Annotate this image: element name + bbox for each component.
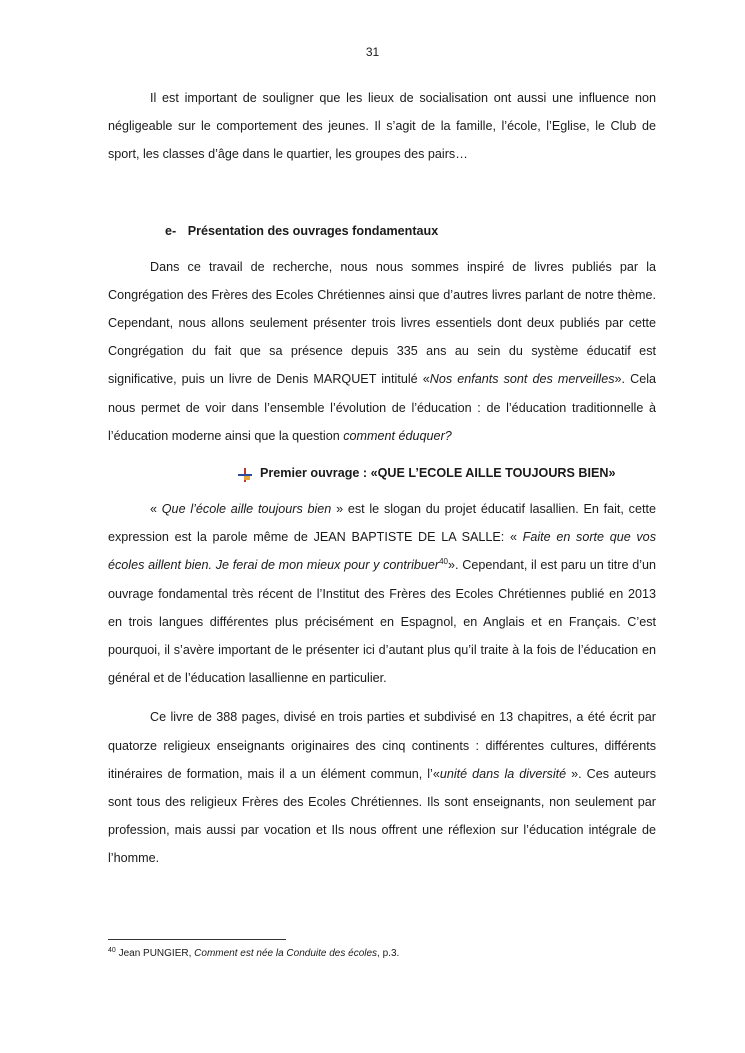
page-body	[108, 84, 656, 873]
first-work-heading	[108, 461, 656, 485]
text-span: Ce livre de 388 pages, divisé en trois parties et subdivisé en 13 chapitres, a été écrit par quatorze religieux enseignants originaires des cinq continents : différentes cultures, différents itinéraires de formation, mais il a un élément commun, l’«	[108, 710, 656, 781]
paragraph-first-work	[108, 495, 656, 692]
text-span: ». Cela nous permet de voir dans l’ensemble l’évolution de l’éducation : de l’éducation traditionnelle à l’éducation moderne ainsi que la question	[108, 372, 657, 443]
unity-italic: unité dans la diversité	[439, 766, 567, 781]
page-number: 31	[365, 45, 380, 59]
slogan-italic: Que l’école aille toujours bien	[161, 502, 332, 517]
text-span: ». Cependant, il est paru un titre d’un ouvrage fondamental très récent de l’Institut des Frères des Ecoles Chrétiennes publié en 2013 en trois langues différentes plus précisément en Espagnol, en Anglais et en Français. C’est pourquoi, il s’avère important de le présenter ici d’autant plus qu’il traite à la fois de l’éducation en général et de l’éducation lasallienne en particulier.	[108, 558, 657, 686]
quote-italic: Faite en sorte que vos écoles aillent bien. Je ferai de mon mieux pour y contribuer	[108, 530, 656, 573]
question-italic: comment éduquer?	[343, 428, 452, 443]
book-title-italic: Nos enfants sont des merveilles	[429, 372, 615, 387]
footnote-reference[interactable]: 40	[439, 557, 449, 567]
text-span: «	[150, 502, 162, 517]
paragraph-socialisation: Il est important de souligner que les lieux de socialisation ont aussi une influence non négligeable sur le comportement des jeunes. Il s’agit de la famille, l’école, l’Eglise, le Club de sport, les classes d’âge dans le quartier, les groupes des pairs…	[108, 91, 656, 162]
footnote-author: Jean PUNGIER,	[115, 948, 195, 959]
footnote-number: 40	[108, 947, 116, 954]
text-span: ». Ces auteurs sont tous des religieux Frères des Ecoles Chrétiennes. Ils sont enseignants, non seulement par profession, mais aussi par vocation et Ils nous offrent une réflexion sur l’éducation intégrale de l’homme.	[108, 766, 657, 866]
section-number: e-	[165, 223, 177, 238]
bullet-cross-icon	[238, 466, 252, 480]
text-span: » est le slogan du projet éducatif lasallien. En fait, cette expression est la parole même de JEAN BAPTISTE DE LA SALLE: «	[108, 502, 656, 545]
section-heading-e	[108, 221, 656, 241]
footnote-title: Comment est née la Conduite des écoles	[194, 948, 378, 959]
section-title: Présentation des ouvrages fondamentaux	[187, 223, 439, 238]
footnote-divider	[108, 939, 286, 940]
footnote	[108, 947, 656, 961]
paragraph-presentation	[108, 253, 656, 450]
text-span: Dans ce travail de recherche, nous nous sommes inspiré de livres publiés par la Congrégation des Frères des Ecoles Chrétiennes ainsi que d’autres livres parlant de notre thème. Cependant, nous allons seulement présenter trois livres essentiels dont deux publiés par cette Congrégation du fait que sa présence depuis 335 ans au sein du système éducatif est significative, puis un livre de Denis MARQUET intitulé «	[108, 259, 656, 387]
paragraph-book-description	[108, 703, 656, 872]
first-work-title: Premier ouvrage : «QUE L’ECOLE AILLE TOUJOURS BIEN»	[260, 466, 616, 481]
footnote-tail: , p.3.	[377, 948, 400, 959]
